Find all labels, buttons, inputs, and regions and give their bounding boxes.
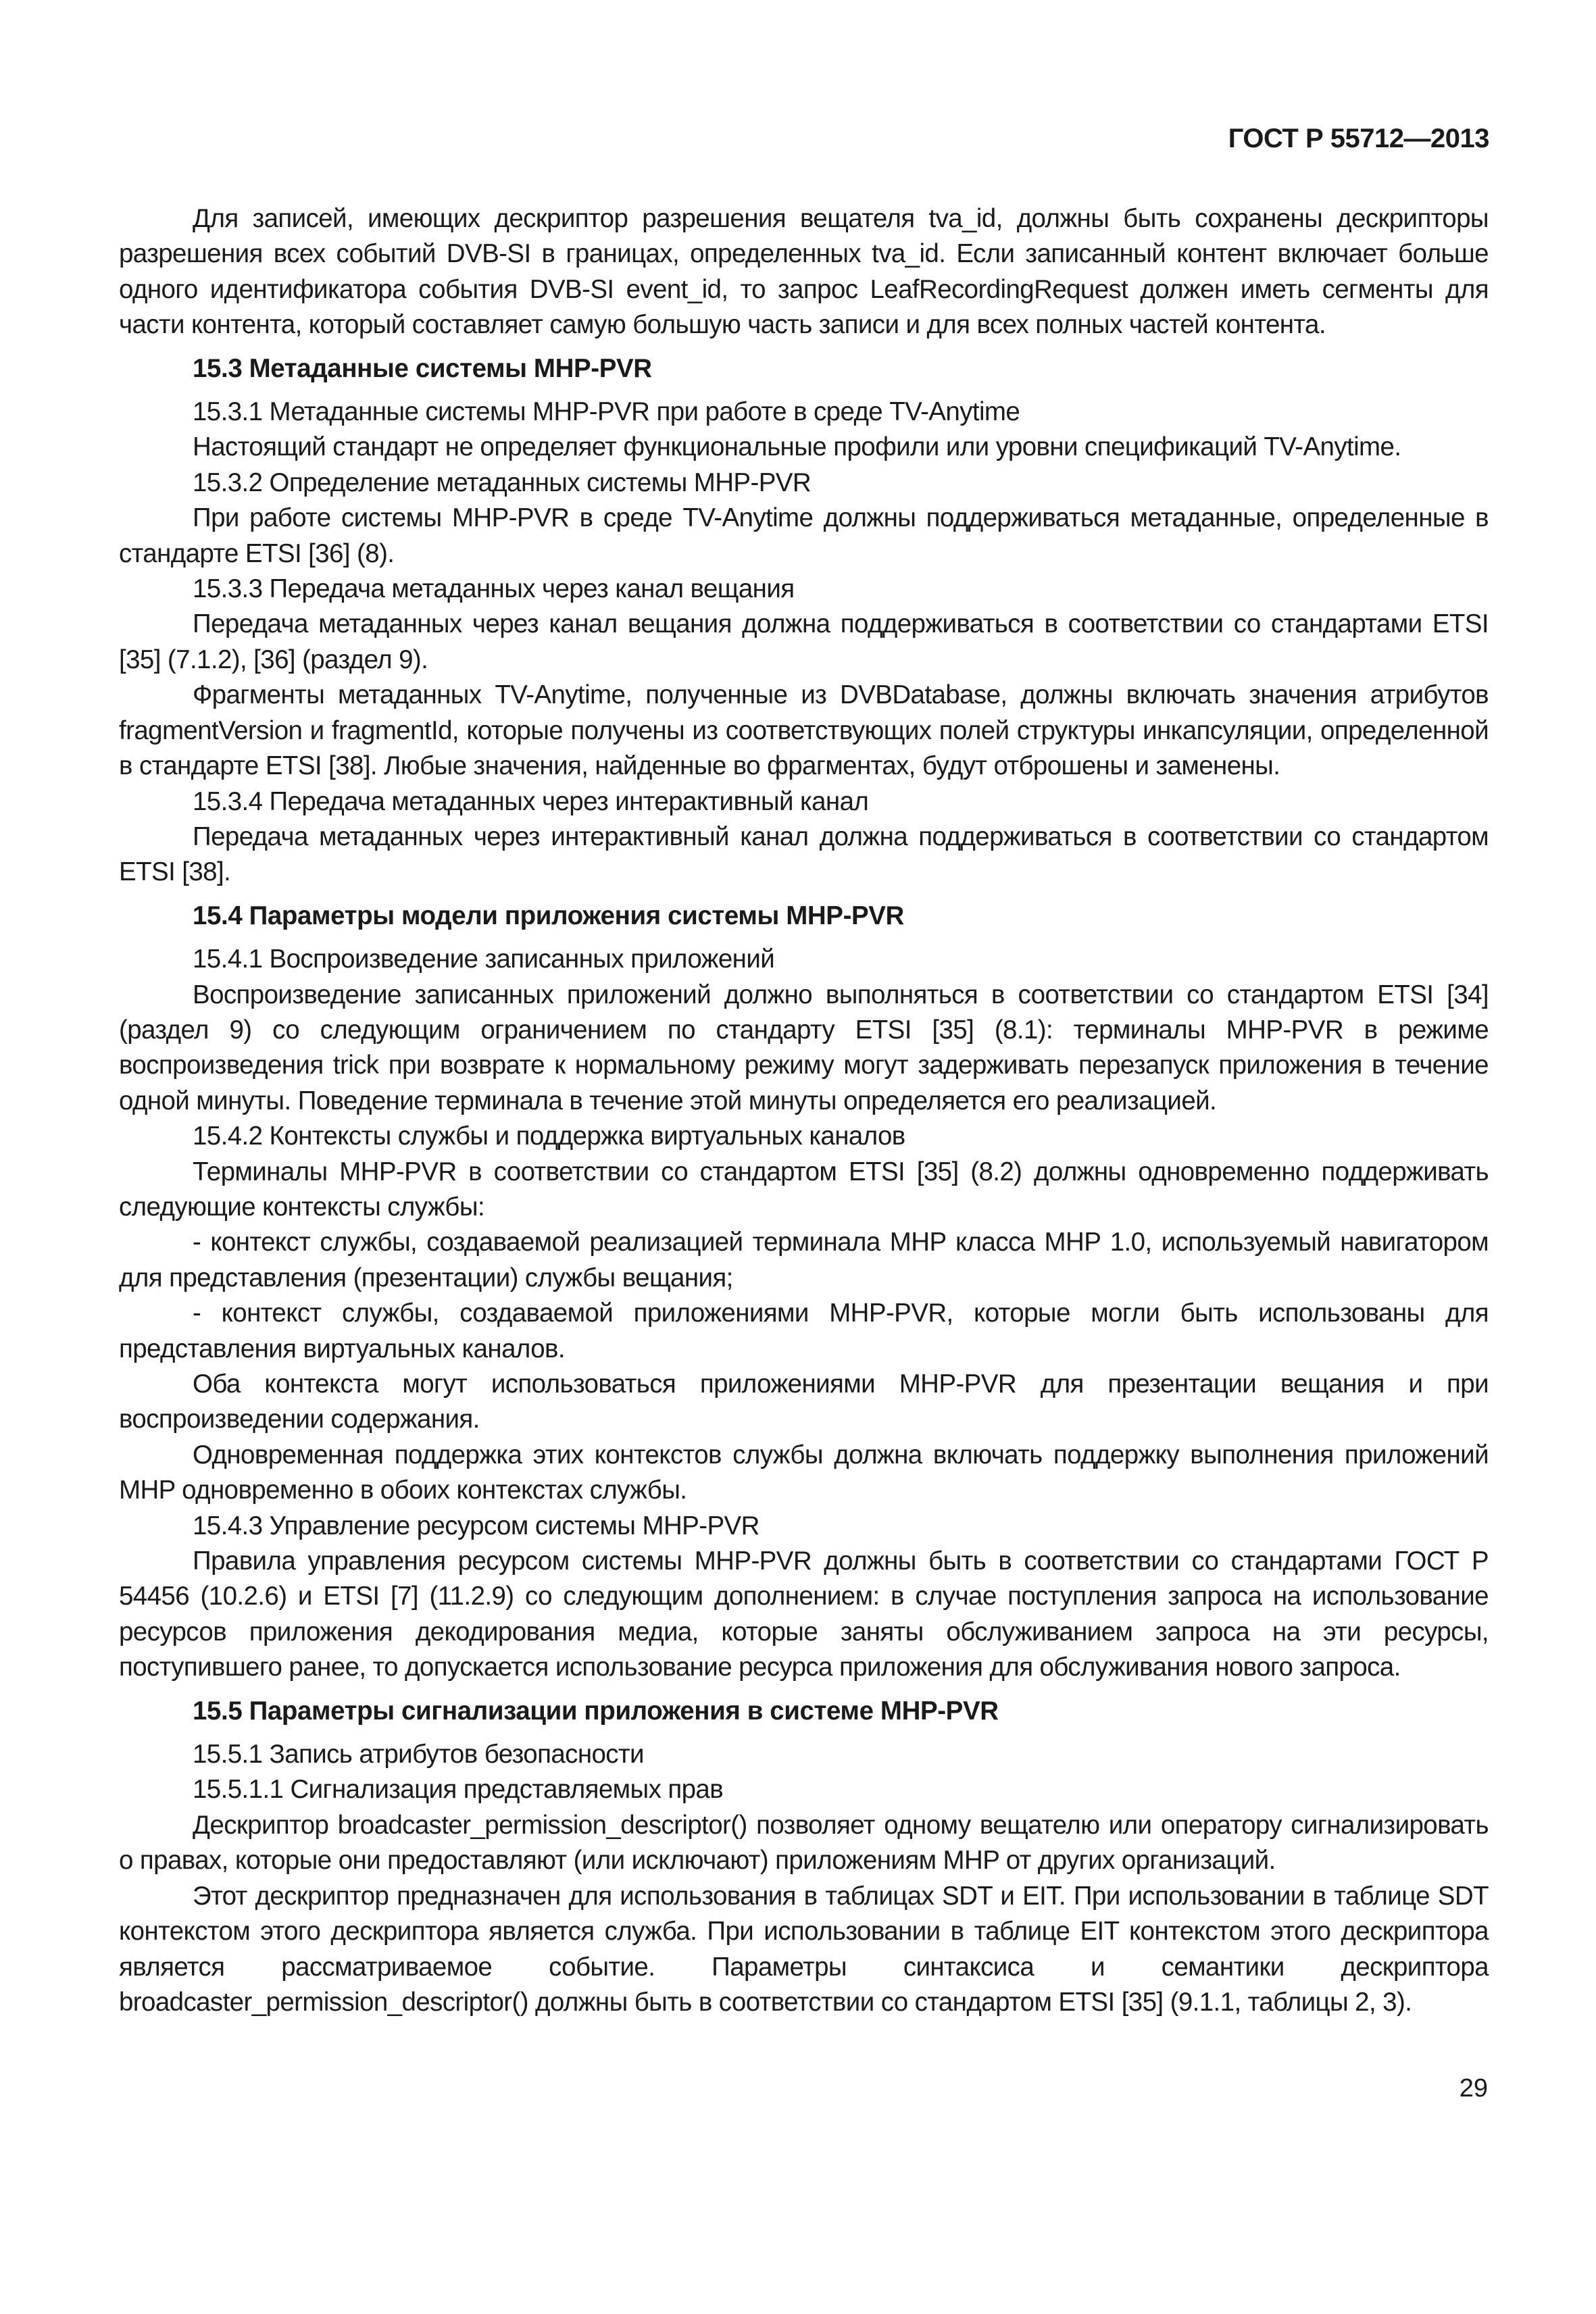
paragraph: Оба контекста могут использоваться приложениями MHP-PVR для презентации вещания и при воспроизведении содержания. <box>119 1369 1489 1434</box>
list-item: - контекст службы, создаваемой реализацией терминала MHP класса MHP 1.0, используемый навигатором для представления (презентации) службы вещания; <box>119 1228 1489 1292</box>
paragraph: Настоящий стандарт не определяет функциональные профили или уровни спецификаций TV-Anytime. <box>193 432 1401 462</box>
document-body <box>119 201 1489 2020</box>
paragraph: Дескриптор broadcaster_permission_descriptor() позволяет одному вещателю или оператору сигнализировать о правах, которые они предоставляют (или исключают) приложениям MHP от других организаций. <box>119 1810 1489 1876</box>
paragraph: При работе системы MHP-PVR в среде TV-Anytime должны поддерживаться метаданные, определенные в стандарте ETSI [36] (8). <box>119 503 1489 568</box>
paragraph: 15.3.2 Определение метаданных системы MHP-PVR <box>193 468 812 497</box>
paragraph: Для записей, имеющих дескриптор разрешения вещателя tva_id, должны быть сохранены дескрипторы разрешения всех событий DVB-SI в границах, определенных tva_id. Если записанный контент включает больше одного идентификатора события DVB-SI event_id, то запрос LeafRecordingRequest должен иметь сегменты для части контента, который составляет самую большую часть записи и для всех полных частей контента. <box>119 204 1489 340</box>
paragraph: Передача метаданных через канал вещания должна поддерживаться в соответствии со стандартами ETSI [35] (7.1.2), [36] (раздел 9). <box>119 609 1489 674</box>
paragraph: 15.4.1 Воспроизведение записанных приложений <box>193 945 775 974</box>
paragraph: 15.4.3 Управление ресурсом системы MHP-PVR <box>193 1511 759 1540</box>
paragraph: 15.4.2 Контексты службы и поддержка виртуальных каналов <box>193 1122 905 1151</box>
paragraph: Терминалы MHP-PVR в соответствии со стандартом ETSI [35] (8.2) должны одновременно поддерживать следующие контексты службы: <box>119 1157 1489 1222</box>
paragraph: 15.3.1 Метаданные системы MHP-PVR при работе в среде TV-Anytime <box>193 397 1020 427</box>
paragraph: Одновременная поддержка этих контекстов службы должна включать поддержку выполнения приложений MHP одновременно в обоих контекстах службы. <box>119 1440 1489 1505</box>
paragraph: Передача метаданных через интерактивный канал должна поддерживаться в соответствии со стандартом ETSI [38]. <box>119 822 1489 887</box>
paragraph: 15.5.1 Запись атрибутов безопасности <box>193 1740 644 1769</box>
paragraph: Правила управления ресурсом системы MHP-PVR должны быть в соответствии со стандартами ГОСТ Р 54456 (10.2.6) и ETSI [7] (11.2.9) со следующим дополнением: в случае поступления запроса на использование ресурсов приложения декодирования медиа, которые заняты обслуживанием запроса на эти ресурсы, поступившего ранее, то допускается использование ресурса приложения для обслуживания нового запроса. <box>119 1546 1489 1682</box>
paragraph: 15.3.4 Передача метаданных через интерактивный канал <box>193 786 869 816</box>
section-heading-15-3: 15.3 Метаданные системы MHP-PVR <box>193 353 652 383</box>
paragraph: Фрагменты метаданных TV-Anytime, полученные из DVBDatabase, должны включать значения атрибутов fragmentVersion и fragmentId, которые получены из соответствующих полей структуры инкапсуляции, определенной в стандарте ETSI [38]. Любые значения, найденные во фрагментах, будут отброшены и заменены. <box>119 680 1489 781</box>
paragraph: 15.3.3 Передача метаданных через канал вещания <box>193 574 795 604</box>
paragraph: Этот дескриптор предназначен для использования в таблицах SDT и EIT. При использовании в таблице SDT контекстом этого дескриптора является служба. При использовании в таблице EIT контекстом этого дескриптора является рассматриваемое событие. Параметры синтаксиса и семантики дескриптора broadcaster_permission_descriptor() должны быть в соответствии со стандартом ETSI [35] (9.1.1, таблицы 2, 3). <box>119 1881 1489 2017</box>
document-code: ГОСТ Р 55712—2013 <box>1228 124 1489 153</box>
list-item: - контекст службы, создаваемой приложениями MHP-PVR, которые могли быть использованы для представления виртуальных каналов. <box>119 1299 1489 1363</box>
section-heading-15-4: 15.4 Параметры модели приложения системы MHP-PVR <box>193 901 904 930</box>
paragraph: 15.5.1.1 Сигнализация представляемых прав <box>193 1775 724 1805</box>
section-heading-15-5: 15.5 Параметры сигнализации приложения в системе MHP-PVR <box>193 1696 999 1726</box>
paragraph: Воспроизведение записанных приложений должно выполняться в соответствии со стандартом ETSI [34] (раздел 9) со следующим ограничением по стандарту ETSI [35] (8.1): терминалы MHP-PVR в режиме воспроизведения trick при возврате к нормальному режиму могут задерживать перезапуск приложения в течение одной минуты. Поведение терминала в течение этой минуты определяется его реализацией. <box>119 980 1489 1115</box>
page-number: 29 <box>1459 2074 1488 2103</box>
